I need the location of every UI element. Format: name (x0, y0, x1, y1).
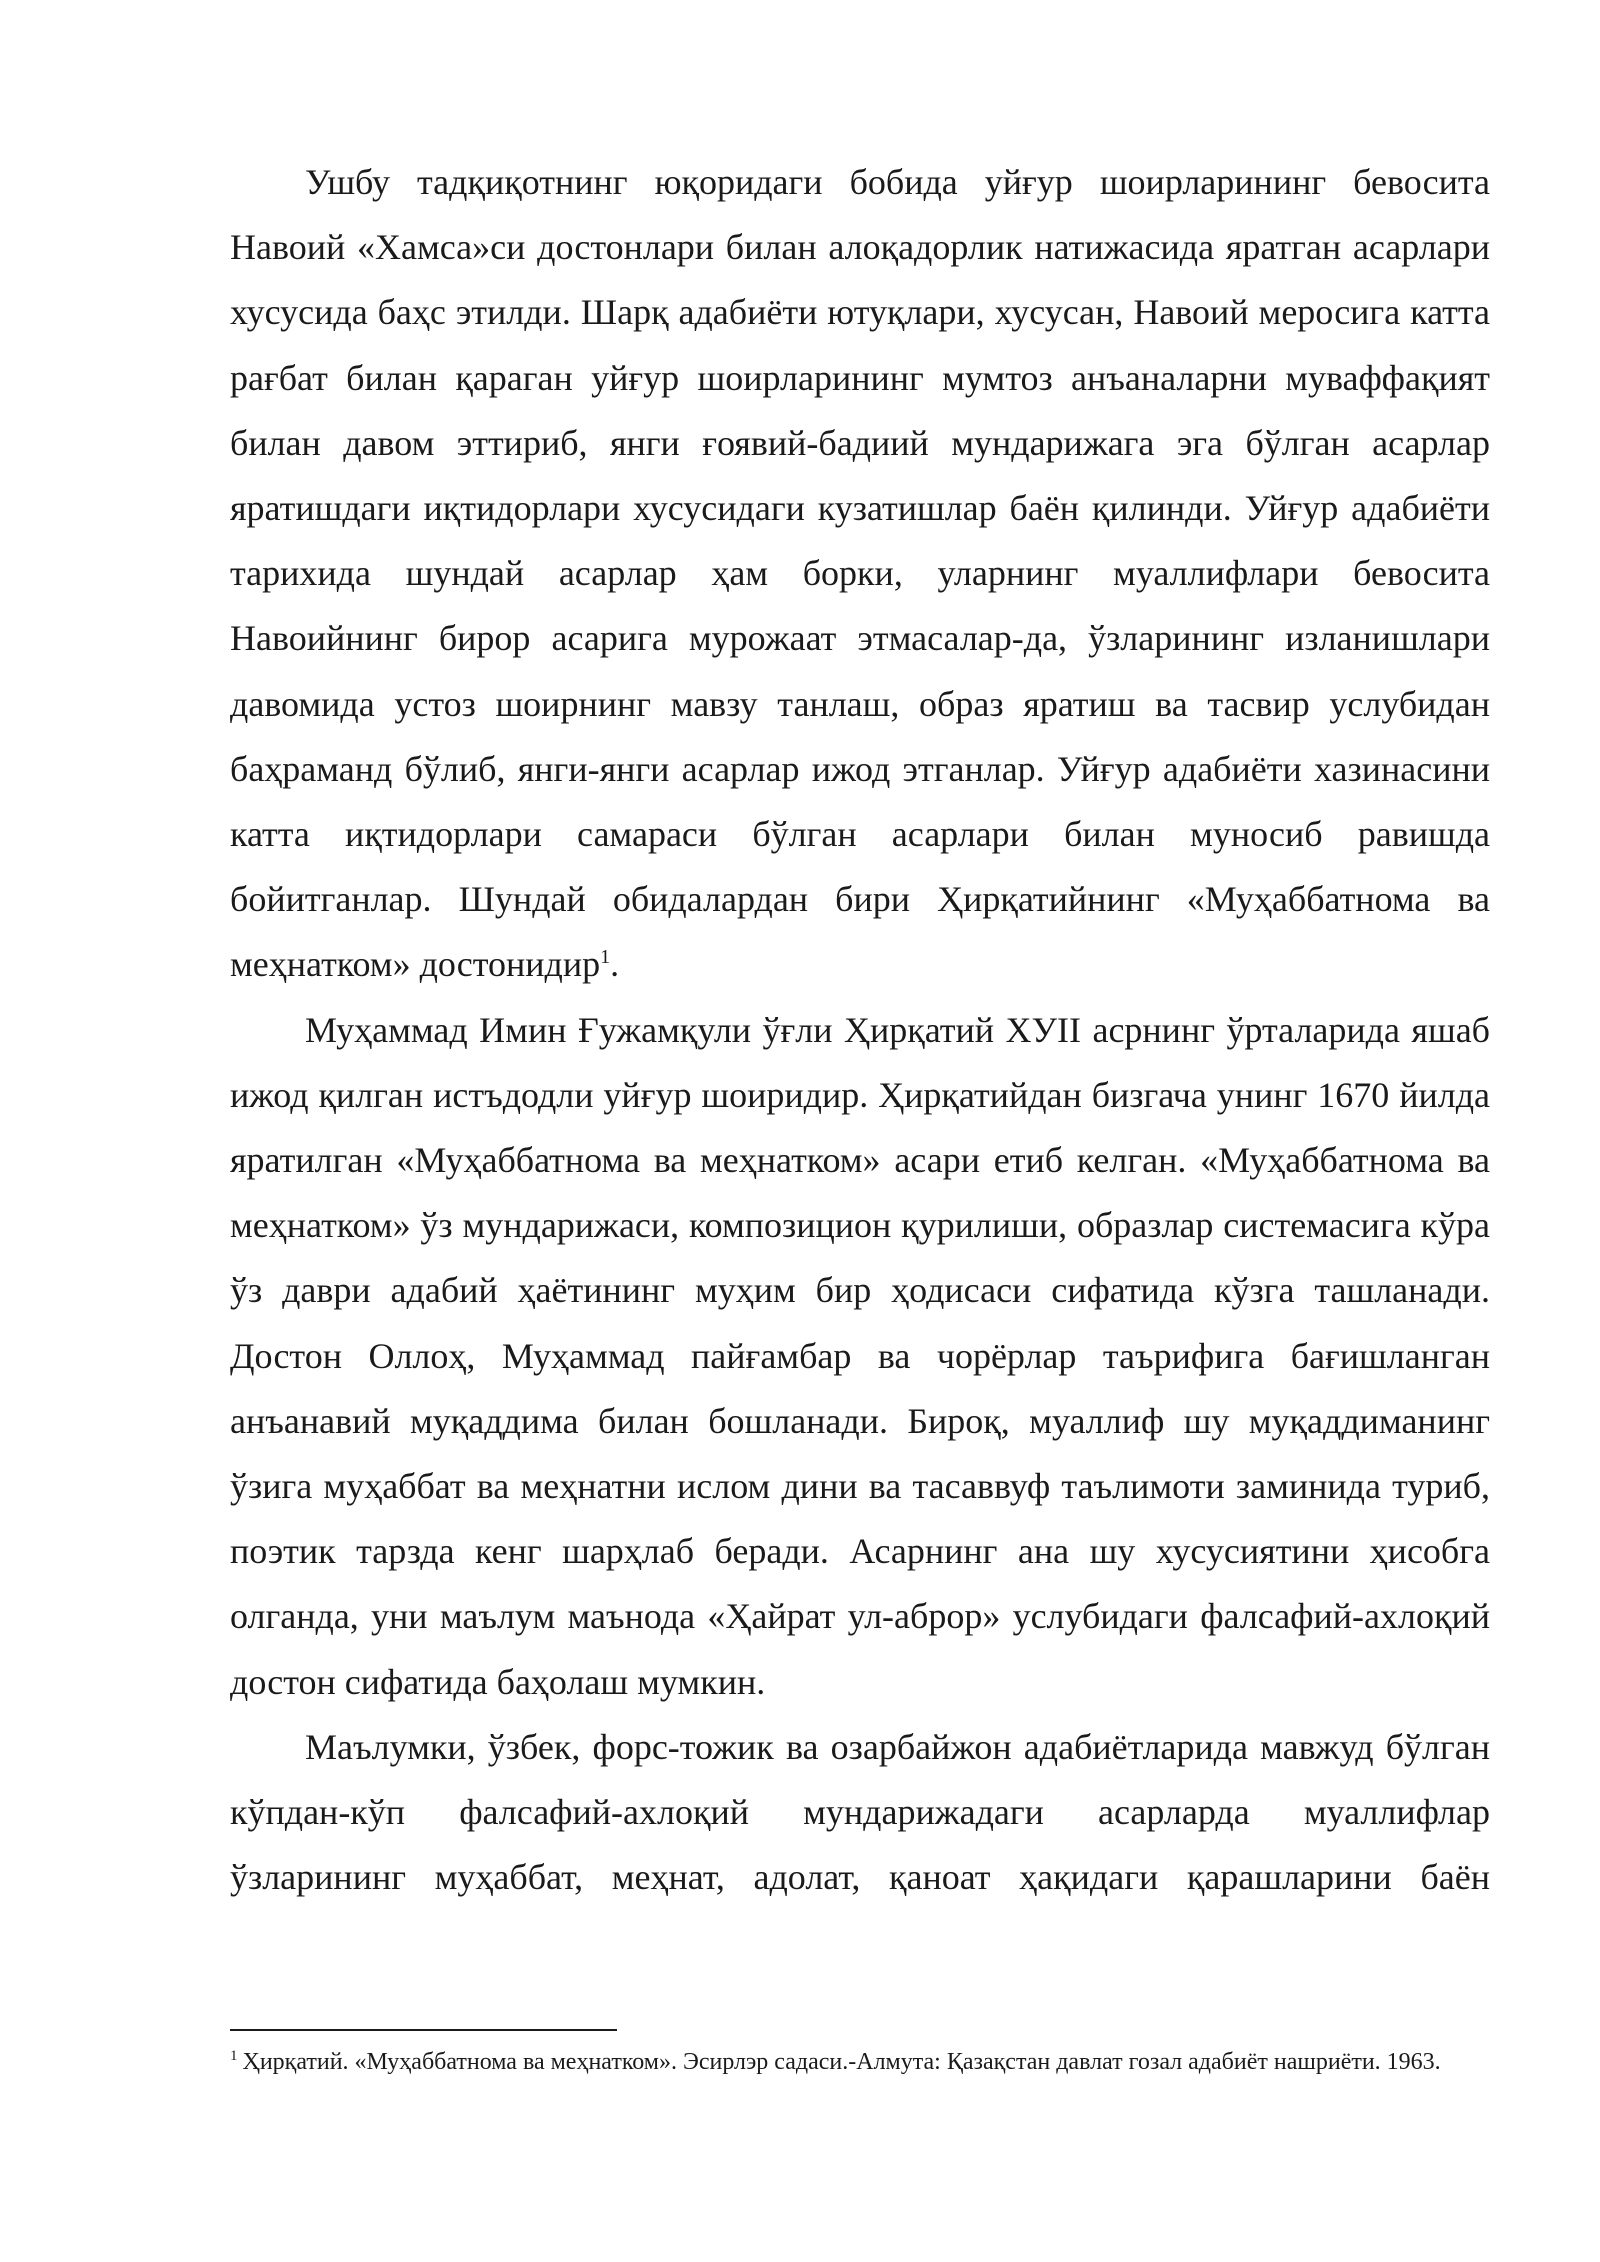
footnote-separator (230, 2029, 617, 2031)
footnote-number: 1 (230, 2048, 238, 2064)
footnote-text: Ҳирқатий. «Муҳаббатнома ва меҳнатком». Эсирлэр садаси.-Алмута: Қазақстан давлат гозал адабиёт нашриёти. 1963. (242, 2049, 1441, 2075)
paragraph-3-text: Маълумки, ўзбек, форс-тожик ва озарбайжон адабиётларида мавжуд бўлган кўпдан-кўп фалсафий-ахлоқий мундарижадаги асарларда муаллифлар ўзларининг муҳаббат, меҳнат, адолат, қаноат ҳақидаги қарашларини баён (230, 1726, 1490, 1898)
paragraph-2 (230, 998, 1490, 1715)
body-text (230, 150, 1490, 1910)
paragraph-2-text: Муҳаммад Имин Ғужамқули ўғли Ҳирқатий XУII асрнинг ўрталарида яшаб ижод қилган истъдодли уйғур шоиридир. Ҳирқатийдан бизгача унинг 1670 йилда яратилган «Муҳаббатнома ва меҳнатком» асари етиб келган. «Муҳаббатнома ва меҳнатком» ўз мундарижаси, композицион қурилиши, образлар системасига кўра ўз даври адабий ҳаётининг муҳим бир ҳодисаси сифатида кўзга ташланади. Достон Оллоҳ, Муҳаммад пайғамбар ва чорёрлар таърифига бағишланган анъанавий муқаддима билан бошланади. Бироқ, муаллиф шу муқаддиманинг ўзига муҳаббат ва меҳнатни ислом дини ва тасаввуф таълимоти заминида туриб, поэтик тарзда кенг шарҳлаб беради. Асарнинг ана шу хусусиятини ҳисобга олганда, уни маълум маънода «Ҳайрат ул-аброр» услубидаги фалсафий-ахлоқий достон сифатида баҳолаш мумкин. (230, 1009, 1490, 1702)
paragraph-3 (230, 1715, 1490, 1911)
paragraph-1-text: Ушбу тадқиқотнинг юқоридаги бобида уйғур шоирларининг бевосита Навоий «Хамса»си достонлари билан алоқадорлик натижасида яратган асарлари хусусида баҳс этилди. Шарқ адабиёти ютуқлари, хусусан, Навоий меросига катта рағбат билан қараган уйғур шоирларининг мумтоз анъаналарни муваффақият билан давом эттириб, янги ғоявий-бадиий мундарижага эга бўлган асарлар яратишдаги иқтидорлари хусусидаги кузатишлар баён қилинди. Уйғур адабиёти тарихида шундай асарлар ҳам борки, уларнинг муаллифлари бевосита Навоийнинг бирор асарига мурожаат этмасалар-да, ўзларининг изланишлари давомида устоз шоирнинг мавзу танлаш, образ яратиш ва тасвир услубидан баҳраманд бўлиб, янги-янги асарлар ижод этганлар. Уйғур адабиёти хазинасини катта иқтидорлари самараси бўлган асарлари билан муносиб равишда бойитганлар. Шундай обидалардан бири Ҳирқатийнинг «Муҳаббатнома ва меҳнатком» достонидир (230, 162, 1490, 985)
paragraph-1-tail: . (610, 944, 620, 985)
footnote-reference: 1 (600, 946, 611, 969)
footnote (230, 2047, 1490, 2077)
paragraph-1 (230, 150, 1490, 998)
